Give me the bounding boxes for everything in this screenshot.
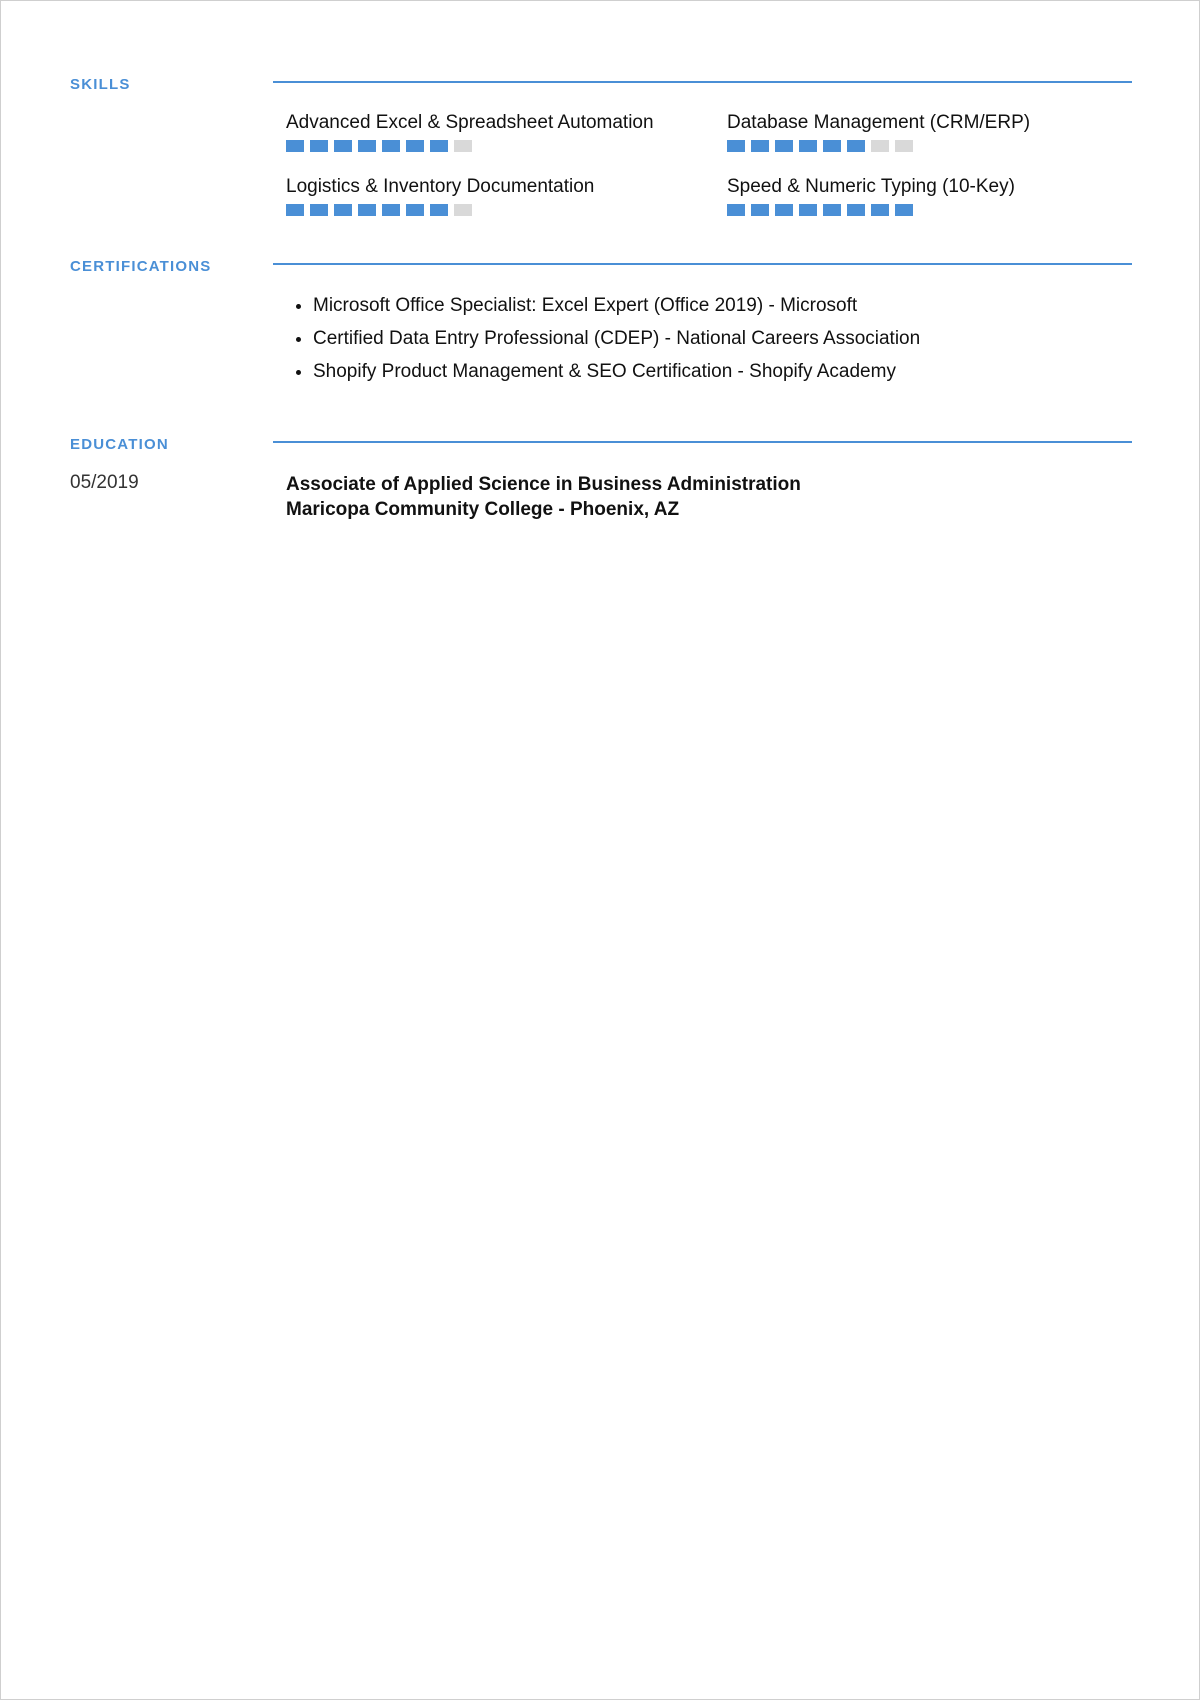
- skill-item: [727, 112, 1147, 152]
- skill-level-segment-filled: [286, 204, 304, 216]
- skill-level-segment-filled: [823, 204, 841, 216]
- skill-name: Speed & Numeric Typing (10-Key): [727, 176, 1015, 197]
- skill-level-segment-filled: [334, 204, 352, 216]
- skill-level-segment-filled: [310, 140, 328, 152]
- skill-level-segment-empty: [871, 140, 889, 152]
- skill-level-bar: [727, 204, 1147, 216]
- skill-level-segment-filled: [382, 204, 400, 216]
- skill-level-segment-empty: [454, 140, 472, 152]
- skill-level-segment-filled: [727, 140, 745, 152]
- skill-level-segment-filled: [847, 204, 865, 216]
- education-detail: [286, 472, 801, 522]
- skill-level-segment-filled: [847, 140, 865, 152]
- skill-item: [727, 176, 1147, 216]
- education-school: Maricopa Community College - Phoenix, AZ: [286, 499, 680, 520]
- skill-level-segment-filled: [799, 140, 817, 152]
- skill-name: Database Management (CRM/ERP): [727, 112, 1031, 133]
- certification-item: • Shopify Product Management & SEO Certification - Shopify Academy: [313, 361, 920, 383]
- skill-level-bar: [286, 140, 706, 152]
- skill-level-segment-filled: [406, 204, 424, 216]
- education-heading: EDUCATION: [70, 436, 169, 453]
- skill-level-segment-empty: [895, 140, 913, 152]
- certifications-divider: [273, 263, 1132, 265]
- skill-level-segment-filled: [406, 140, 424, 152]
- skill-level-segment-filled: [334, 140, 352, 152]
- skill-level-segment-filled: [430, 140, 448, 152]
- skill-level-segment-filled: [382, 140, 400, 152]
- skill-item: [286, 112, 706, 152]
- skill-level-segment-filled: [358, 140, 376, 152]
- skill-level-segment-filled: [751, 140, 769, 152]
- education-date: 05/2019: [70, 472, 139, 493]
- skills-divider: [273, 81, 1132, 83]
- skill-level-segment-filled: [310, 204, 328, 216]
- skill-level-segment-filled: [358, 204, 376, 216]
- certification-item: • Microsoft Office Specialist: Excel Expert (Office 2019) - Microsoft: [313, 295, 920, 317]
- skill-level-segment-filled: [895, 204, 913, 216]
- skill-level-segment-filled: [286, 140, 304, 152]
- skill-level-segment-filled: [727, 204, 745, 216]
- skill-level-segment-filled: [823, 140, 841, 152]
- skills-heading: SKILLS: [70, 76, 131, 93]
- skill-level-segment-filled: [871, 204, 889, 216]
- education-degree: Associate of Applied Science in Business Administration: [286, 474, 801, 495]
- certifications-heading: CERTIFICATIONS: [70, 258, 212, 275]
- skill-level-bar: [286, 204, 706, 216]
- skill-level-segment-filled: [775, 140, 793, 152]
- education-divider: [273, 441, 1132, 443]
- skill-level-segment-filled: [751, 204, 769, 216]
- certification-item: • Certified Data Entry Professional (CDEP) - National Careers Association: [313, 328, 920, 350]
- skill-item: [286, 176, 706, 216]
- skill-level-segment-empty: [454, 204, 472, 216]
- skill-name: Logistics & Inventory Documentation: [286, 176, 595, 197]
- skill-level-segment-filled: [775, 204, 793, 216]
- skill-level-bar: [727, 140, 1147, 152]
- skill-level-segment-filled: [799, 204, 817, 216]
- skill-name: Advanced Excel & Spreadsheet Automation: [286, 112, 654, 133]
- skill-level-segment-filled: [430, 204, 448, 216]
- certification-list: [286, 295, 920, 394]
